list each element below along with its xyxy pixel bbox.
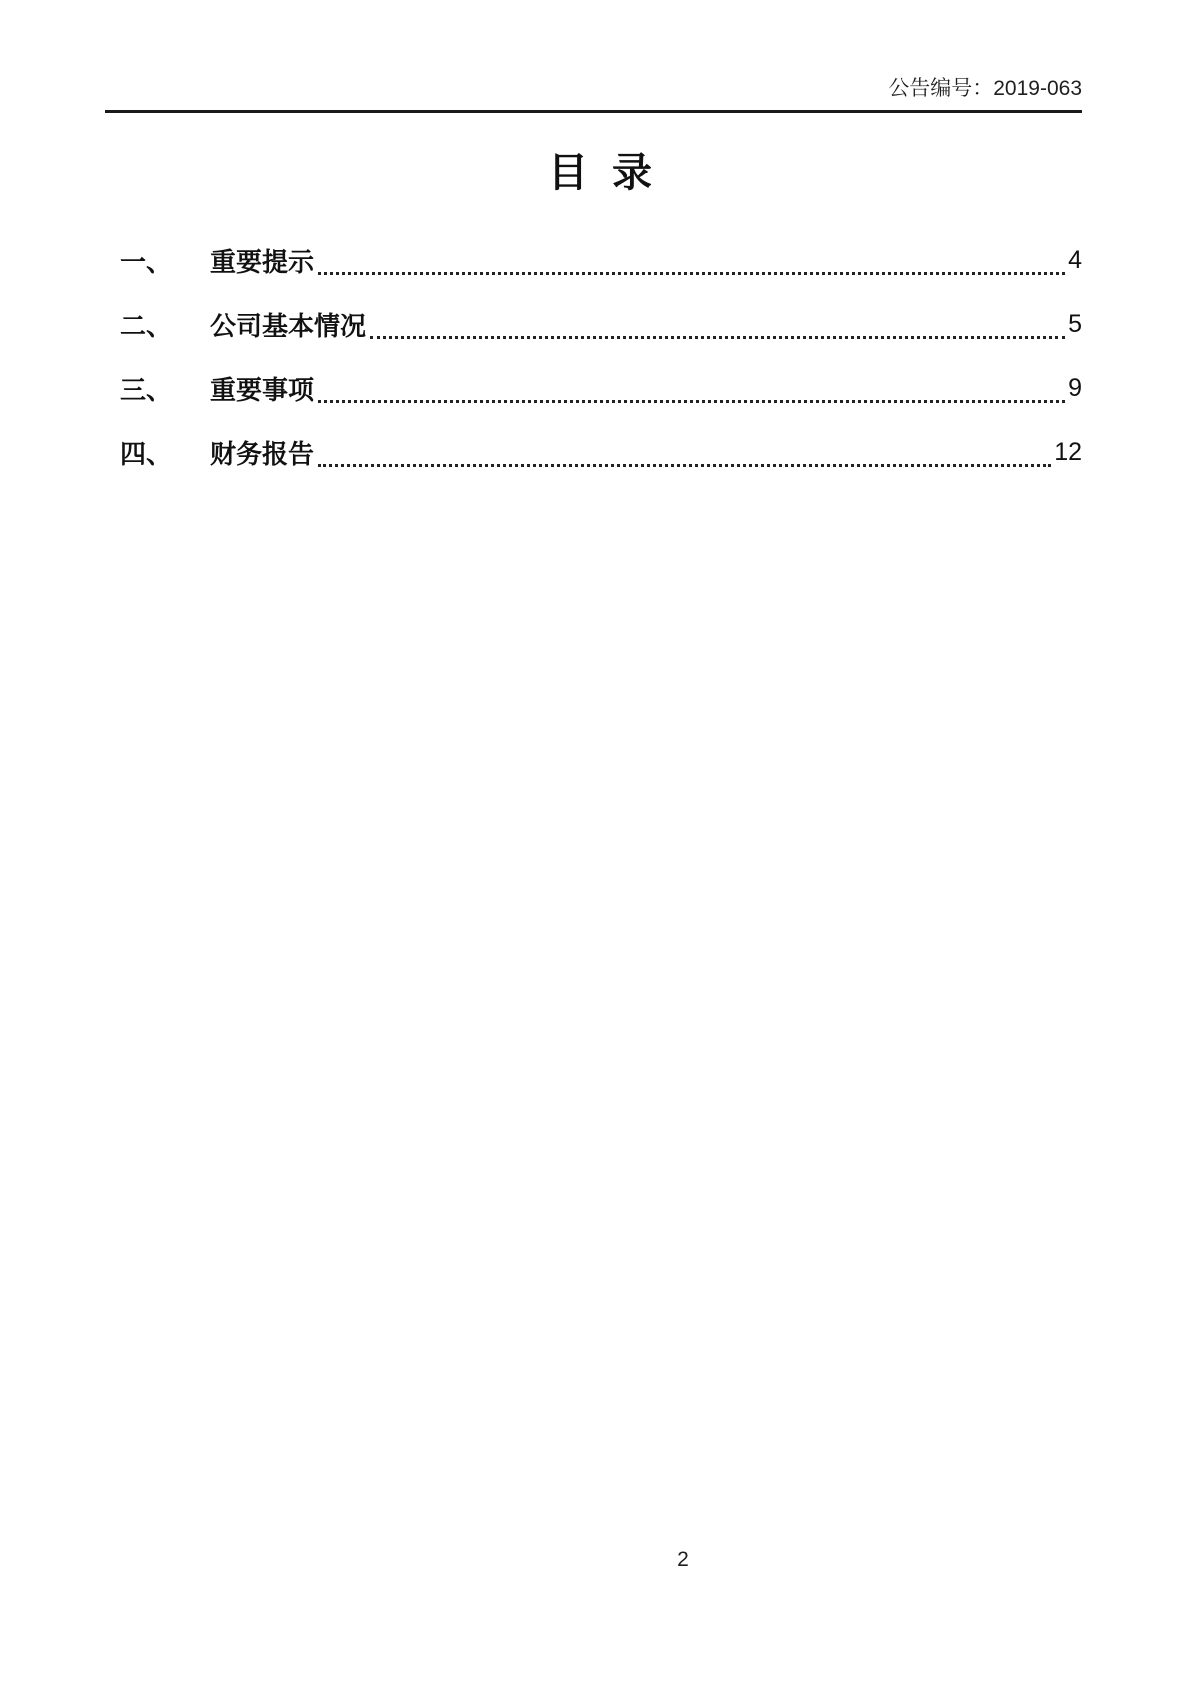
toc-entry-label: 重要事项 <box>210 375 315 405</box>
page-title: 目 录 <box>548 150 652 195</box>
toc-entry-label: 财务报告 <box>210 439 315 469</box>
toc-leader-dots <box>318 228 1065 275</box>
toc-entry-page: 9 <box>1068 373 1082 402</box>
toc-entry-page: 12 <box>1054 437 1082 466</box>
toc-entry-number: 一、 <box>120 247 173 277</box>
toc-leader-dots <box>370 292 1065 339</box>
toc-entry-page: 5 <box>1068 309 1082 338</box>
toc-entry-company-profile <box>120 292 1082 356</box>
toc-entry-number: 二、 <box>120 311 173 341</box>
announcement-number: 公告编号：2019-063 <box>888 77 1082 100</box>
toc-leader-dots <box>318 420 1051 467</box>
toc-leader-dots <box>318 356 1065 403</box>
toc-entry-number: 四、 <box>120 439 173 469</box>
toc-entry-number: 三、 <box>120 375 173 405</box>
header-divider-rule <box>105 110 1082 113</box>
toc-entry-label: 公司基本情况 <box>210 311 367 341</box>
toc-list <box>120 228 1082 484</box>
toc-entry-page: 4 <box>1068 245 1082 274</box>
footer-page-number: 2 <box>677 1548 689 1571</box>
toc-entry-important-matters <box>120 356 1082 420</box>
toc-entry-financial-report <box>120 420 1082 484</box>
toc-entry-important-notes <box>120 228 1082 292</box>
toc-entry-label: 重要提示 <box>210 247 315 277</box>
